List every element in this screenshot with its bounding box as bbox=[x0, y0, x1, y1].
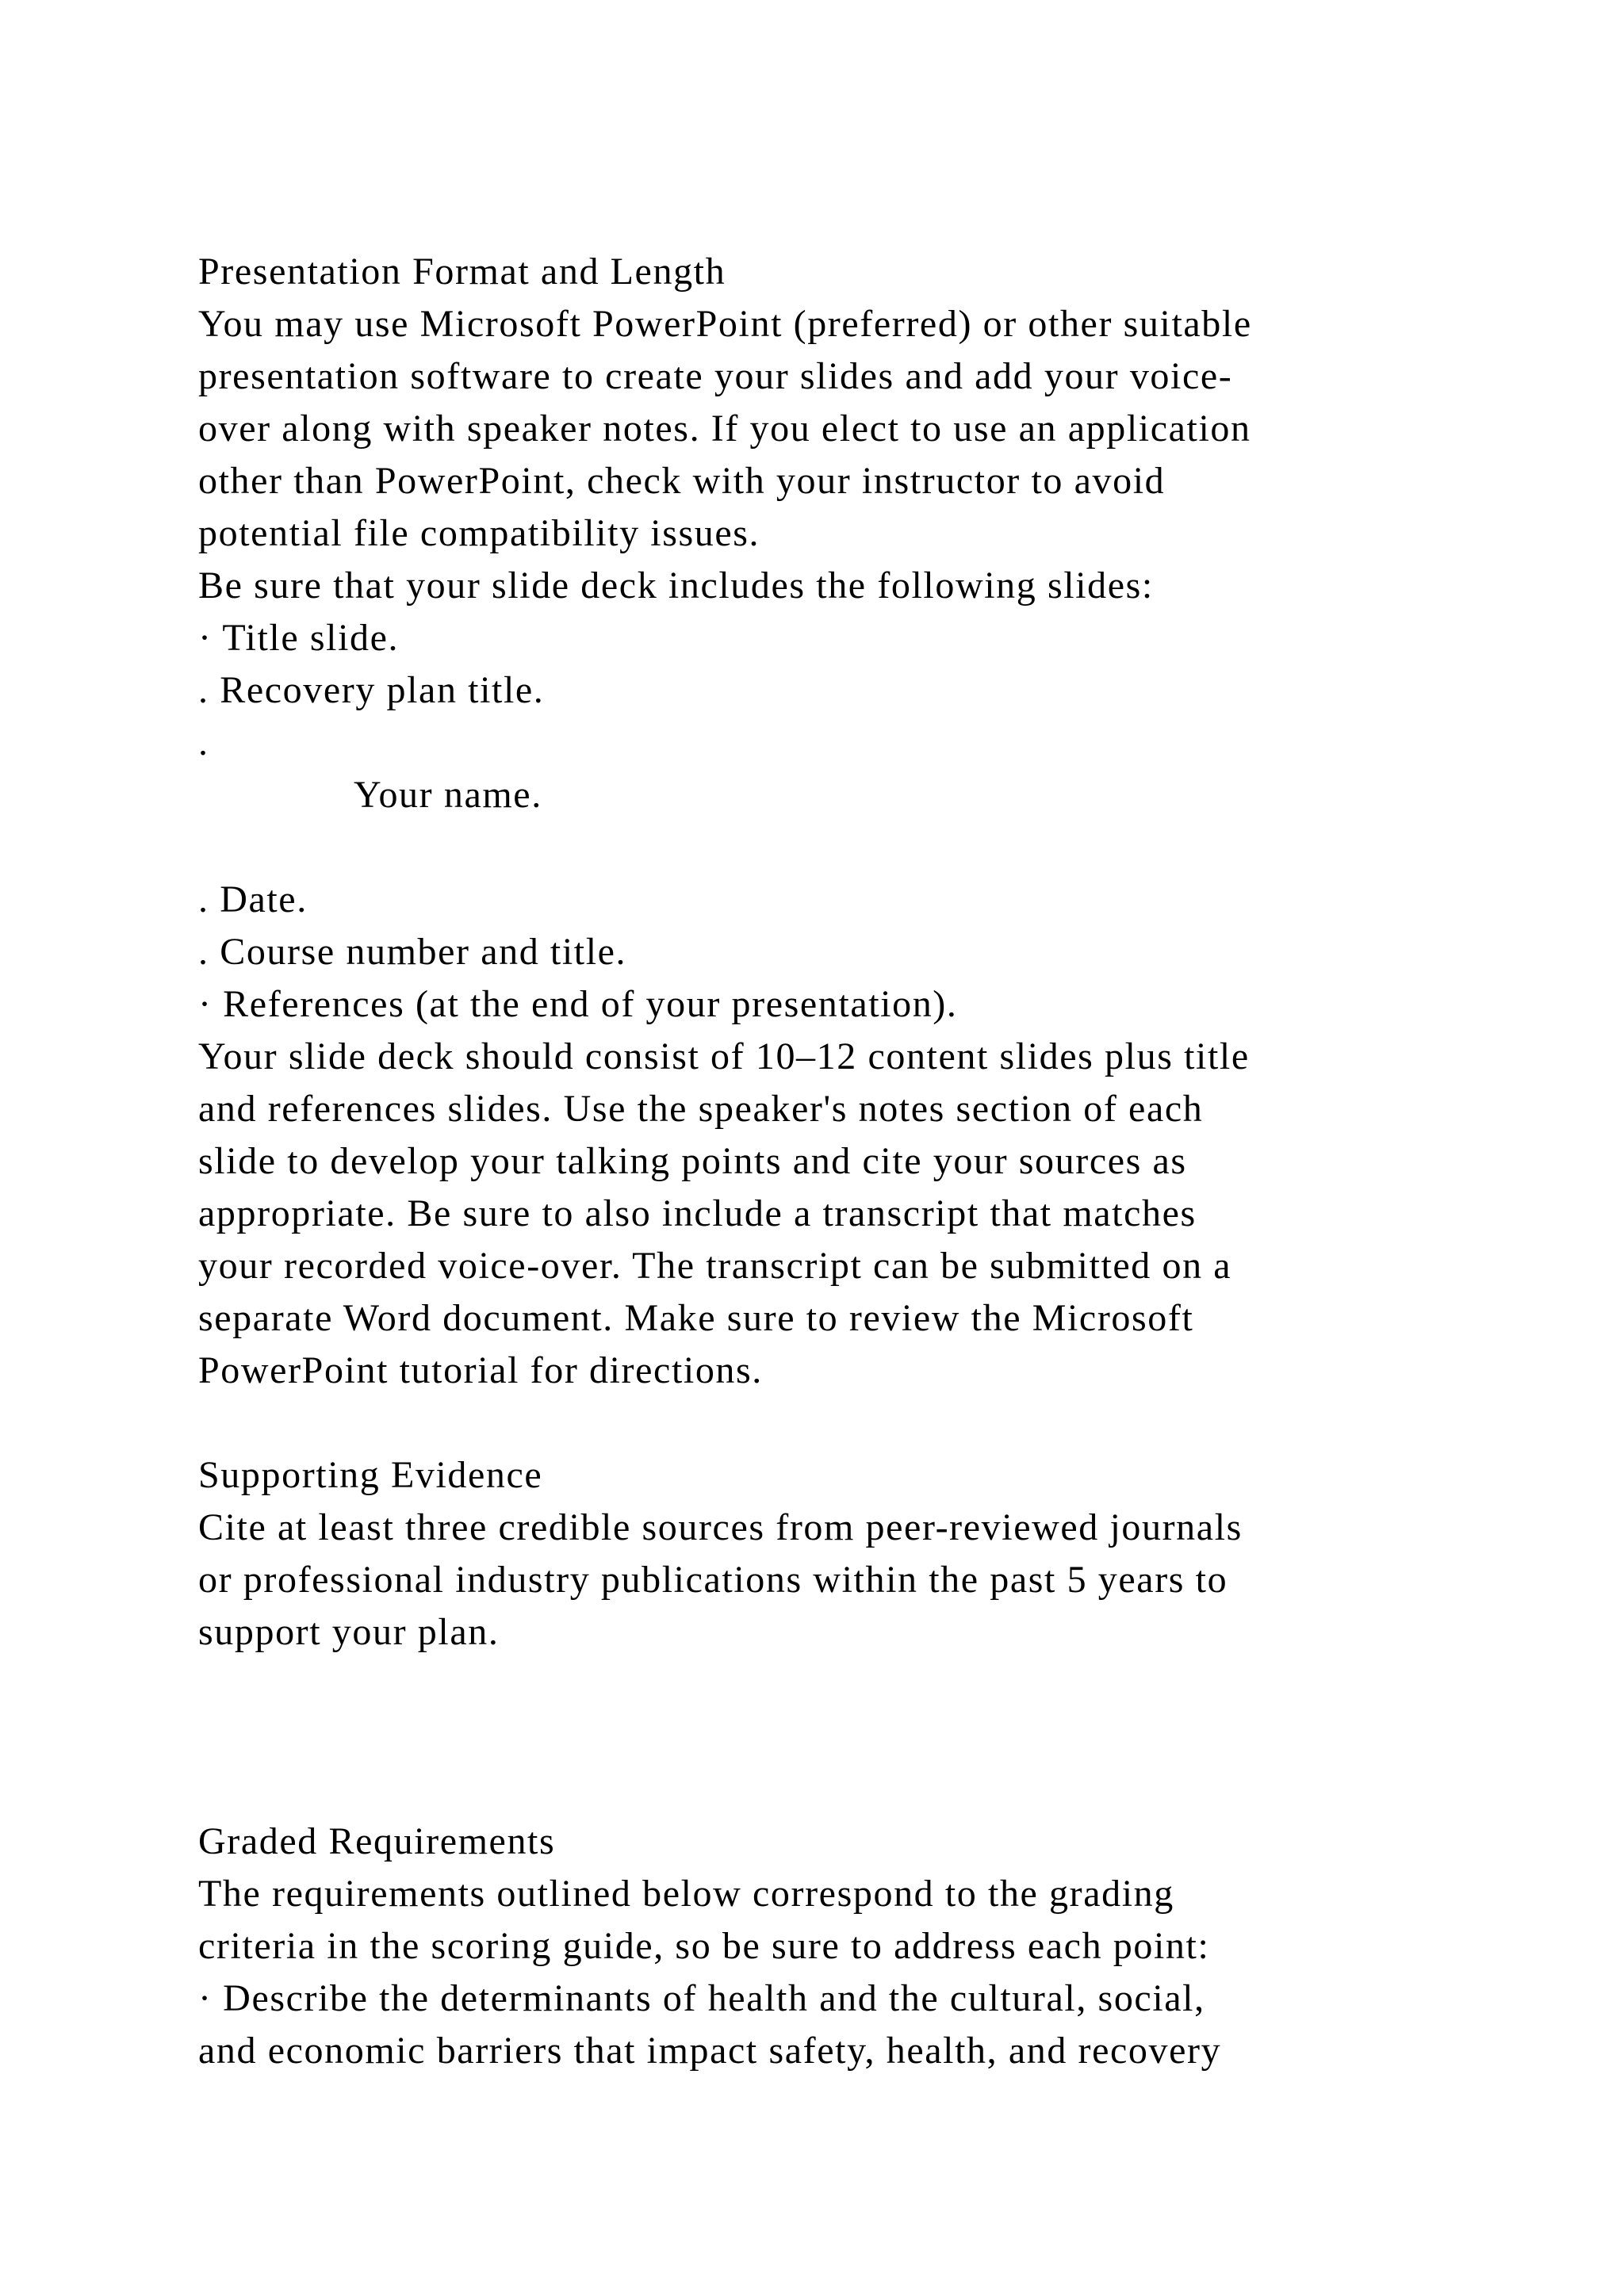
list-item: · Describe the determinants of health and the cultural, social, bbox=[198, 1977, 1205, 2019]
paragraph-line: appropriate. Be sure to also include a transcript that matches bbox=[198, 1192, 1197, 1234]
paragraph-line: potential file compatibility issues. bbox=[198, 512, 760, 554]
list-item: . Recovery plan title. bbox=[198, 669, 545, 711]
section-heading-presentation-format: Presentation Format and Length bbox=[198, 251, 726, 293]
paragraph-line: Your slide deck should consist of 10–12 content slides plus title bbox=[198, 1035, 1250, 1077]
section-heading-graded-requirements: Graded Requirements bbox=[198, 1820, 556, 1862]
paragraph-line: Be sure that your slide deck includes the following slides: bbox=[198, 564, 1154, 607]
list-item: . Course number and title. bbox=[198, 931, 627, 973]
paragraph-line: or professional industry publications within the past 5 years to bbox=[198, 1559, 1228, 1601]
paragraph-line: PowerPoint tutorial for directions. bbox=[198, 1349, 763, 1391]
list-item-indented: Your name. bbox=[354, 774, 542, 816]
paragraph-line: presentation software to create your slides and add your voice- bbox=[198, 355, 1233, 397]
blank-line bbox=[198, 1659, 1546, 1711]
section-heading-supporting-evidence: Supporting Evidence bbox=[198, 1454, 543, 1496]
paragraph-line: Cite at least three credible sources from peer-reviewed journals bbox=[198, 1506, 1243, 1548]
paragraph-line: and references slides. Use the speaker's notes section of each bbox=[198, 1088, 1204, 1130]
list-item: . Date. bbox=[198, 878, 308, 920]
list-item: · Title slide. bbox=[198, 617, 400, 659]
paragraph-line: over along with speaker notes. If you elect to use an application bbox=[198, 408, 1251, 450]
paragraph-line: slide to develop your talking points and cite your sources as bbox=[198, 1140, 1187, 1182]
document-body bbox=[198, 246, 1546, 2077]
paragraph-line: The requirements outlined below correspond to the grading bbox=[198, 1873, 1174, 1915]
paragraph-line: criteria in the scoring guide, so be sure to address each point: bbox=[198, 1925, 1210, 1967]
list-item: · References (at the end of your presentation). bbox=[198, 983, 958, 1025]
blank-line bbox=[198, 1711, 1546, 1763]
paragraph-line: your recorded voice-over. The transcript can be submitted on a bbox=[198, 1245, 1232, 1287]
paragraph-line: support your plan. bbox=[198, 1611, 500, 1653]
paragraph-line: and economic barriers that impact safety, health, and recovery bbox=[198, 2030, 1222, 2072]
paragraph-line: other than PowerPoint, check with your instructor to avoid bbox=[198, 460, 1166, 502]
blank-line bbox=[198, 1763, 1546, 1816]
paragraph-line: You may use Microsoft PowerPoint (preferred) or other suitable bbox=[198, 303, 1252, 345]
blank-line bbox=[198, 821, 1546, 874]
list-item: . bbox=[198, 721, 209, 763]
paragraph-line: separate Word document. Make sure to review the Microsoft bbox=[198, 1297, 1194, 1339]
blank-line bbox=[198, 1397, 1546, 1449]
